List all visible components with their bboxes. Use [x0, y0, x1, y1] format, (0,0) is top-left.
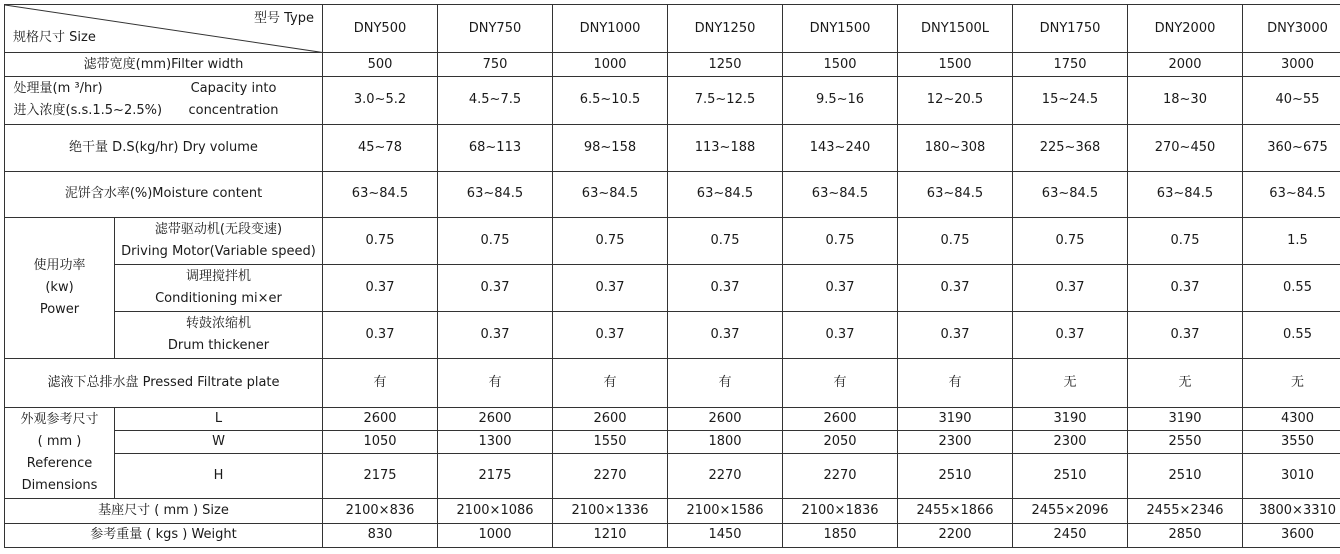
model-header: DNY1750 [1013, 5, 1128, 53]
power-label-en: Power [39, 302, 80, 318]
table-cell: 500 [323, 53, 438, 76]
table-cell: 1.5 [1243, 217, 1340, 264]
table-cell: 143~240 [783, 125, 898, 171]
model-header: DNY1500L [898, 5, 1013, 53]
table-cell: 0.75 [1128, 217, 1243, 264]
table-cell: 0.37 [438, 311, 553, 358]
table-cell: 3010 [1243, 454, 1340, 499]
table-cell: 0.37 [1013, 265, 1128, 311]
table-cell: 2300 [1013, 430, 1128, 453]
table-cell: 有 [553, 359, 668, 407]
dimension-l-label: L [115, 407, 323, 430]
dimension-h-label: H [115, 454, 323, 499]
dry-volume-row [5, 125, 1340, 171]
capacity-label-cn1: 处理量(m ³/hr) [13, 81, 103, 97]
table-cell: 180~308 [898, 125, 1013, 171]
model-header: DNY3000 [1243, 5, 1340, 53]
table-cell: 750 [438, 53, 553, 76]
spec-table [4, 4, 1340, 548]
table-cell: 0.75 [783, 217, 898, 264]
table-cell: 0.37 [438, 265, 553, 311]
table-cell: 63~84.5 [438, 171, 553, 217]
table-cell: 0.37 [783, 311, 898, 358]
table-cell: 63~84.5 [668, 171, 783, 217]
table-cell: 1750 [1013, 53, 1128, 76]
table-cell: 0.37 [783, 265, 898, 311]
table-cell: 0.75 [323, 217, 438, 264]
table-cell: 有 [323, 359, 438, 407]
table-cell: 2100×1586 [668, 499, 783, 523]
drum-row [5, 311, 1340, 358]
mixer-label [115, 265, 323, 311]
table-cell: 2270 [783, 454, 898, 499]
table-cell: 3190 [898, 407, 1013, 430]
model-header: DNY1500 [783, 5, 898, 53]
table-cell: 3.0~5.2 [323, 76, 438, 124]
model-header: DNY1250 [668, 5, 783, 53]
table-cell: 0.37 [553, 311, 668, 358]
table-cell: 有 [898, 359, 1013, 407]
table-cell: 0.75 [553, 217, 668, 264]
table-cell: 3000 [1243, 53, 1340, 76]
dimensions-label-cn: 外观参考尺寸 [20, 412, 99, 428]
table-cell: 2455×2346 [1128, 499, 1243, 523]
table-cell: 1000 [438, 523, 553, 547]
table-cell: 1850 [783, 523, 898, 547]
drum-label-cn: 转鼓浓缩机 [185, 315, 251, 331]
table-cell: 15~24.5 [1013, 76, 1128, 124]
type-label: 型号 Type [254, 11, 314, 26]
table-cell: 360~675 [1243, 125, 1340, 171]
table-cell: 63~84.5 [323, 171, 438, 217]
driving-motor-label [115, 217, 323, 264]
power-label-cn: 使用功率 [33, 258, 86, 274]
table-cell: 3800×3310 [1243, 499, 1340, 523]
header-corner-cell [5, 5, 323, 53]
table-cell: 2550 [1128, 430, 1243, 453]
table-cell: 2270 [553, 454, 668, 499]
mixer-row [5, 265, 1340, 311]
table-cell: 7.5~12.5 [668, 76, 783, 124]
table-cell: 0.75 [438, 217, 553, 264]
table-cell: 63~84.5 [898, 171, 1013, 217]
table-cell: 0.37 [323, 311, 438, 358]
drum-label [115, 311, 323, 358]
table-cell: 2455×2096 [1013, 499, 1128, 523]
table-cell: 63~84.5 [1013, 171, 1128, 217]
driving-motor-label-cn: 滤带驱动机(无段变速) [154, 222, 283, 238]
table-cell: 45~78 [323, 125, 438, 171]
table-cell: 4.5~7.5 [438, 76, 553, 124]
table-cell: 2600 [323, 407, 438, 430]
table-cell: 4300 [1243, 407, 1340, 430]
table-cell: 0.75 [1013, 217, 1128, 264]
table-cell: 2050 [783, 430, 898, 453]
dimensions-group-label [5, 407, 115, 499]
table-cell: 0.75 [898, 217, 1013, 264]
table-cell: 18~30 [1128, 76, 1243, 124]
model-header: DNY1000 [553, 5, 668, 53]
table-cell: 830 [323, 523, 438, 547]
table-cell: 1550 [553, 430, 668, 453]
table-cell: 63~84.5 [1243, 171, 1340, 217]
capacity-label-cn2: 进入浓度(s.s.1.5~2.5%) [13, 103, 163, 119]
table-cell: 2175 [438, 454, 553, 499]
table-cell: 2510 [1128, 454, 1243, 499]
moisture-label: 泥饼含水率(%)Moisture content [5, 171, 323, 217]
table-cell: 1210 [553, 523, 668, 547]
moisture-row [5, 171, 1340, 217]
table-cell: 0.37 [553, 265, 668, 311]
table-cell: 无 [1243, 359, 1340, 407]
table-cell: 1250 [668, 53, 783, 76]
power-label-unit: (kw) [45, 280, 74, 296]
table-cell: 1300 [438, 430, 553, 453]
table-cell: 有 [783, 359, 898, 407]
table-cell: 有 [668, 359, 783, 407]
weight-row [5, 523, 1340, 547]
table-cell: 2600 [553, 407, 668, 430]
filtrate-plate-row [5, 359, 1340, 407]
power-group-label [5, 217, 115, 358]
capacity-row [5, 76, 1340, 124]
base-size-row [5, 499, 1340, 523]
table-cell: 3600 [1243, 523, 1340, 547]
table-cell: 0.37 [323, 265, 438, 311]
capacity-label-en1: Capacity into [190, 81, 277, 97]
driving-motor-label-en: Driving Motor(Variable speed) [121, 244, 316, 260]
table-cell: 0.37 [1013, 311, 1128, 358]
table-cell: 2100×1336 [553, 499, 668, 523]
table-cell: 3190 [1128, 407, 1243, 430]
filtrate-plate-label: 滤液下总排水盘 Pressed Filtrate plate [5, 359, 323, 407]
table-cell: 有 [438, 359, 553, 407]
table-cell: 2100×1836 [783, 499, 898, 523]
table-cell: 2600 [783, 407, 898, 430]
table-cell: 0.37 [668, 311, 783, 358]
table-cell: 270~450 [1128, 125, 1243, 171]
table-cell: 98~158 [553, 125, 668, 171]
table-cell: 9.5~16 [783, 76, 898, 124]
dimensions-label-en2: Dimensions [21, 478, 98, 494]
table-cell: 0.37 [1128, 265, 1243, 311]
table-cell: 0.55 [1243, 265, 1340, 311]
base-size-label: 基座尺寸 ( mm ) Size [5, 499, 323, 523]
table-cell: 1500 [898, 53, 1013, 76]
table-cell: 2600 [438, 407, 553, 430]
table-cell: 2850 [1128, 523, 1243, 547]
table-cell: 无 [1128, 359, 1243, 407]
table-cell: 113~188 [668, 125, 783, 171]
drum-label-en: Drum thickener [167, 337, 270, 353]
dry-volume-label: 绝干量 D.S(kg/hr) Dry volume [5, 125, 323, 171]
table-cell: 63~84.5 [783, 171, 898, 217]
table-cell: 68~113 [438, 125, 553, 171]
table-cell: 2300 [898, 430, 1013, 453]
table-cell: 0.37 [668, 265, 783, 311]
weight-label: 参考重量 ( kgs ) Weight [5, 523, 323, 547]
mixer-label-en: Conditioning mi×er [155, 291, 282, 307]
table-cell: 1450 [668, 523, 783, 547]
model-header: DNY750 [438, 5, 553, 53]
mixer-label-cn: 调理搅拌机 [185, 269, 251, 285]
table-cell: 6.5~10.5 [553, 76, 668, 124]
table-cell: 2600 [668, 407, 783, 430]
table-cell: 2000 [1128, 53, 1243, 76]
table-cell: 2450 [1013, 523, 1128, 547]
dimensions-label-en1: Reference [26, 456, 93, 472]
table-cell: 2270 [668, 454, 783, 499]
table-cell: 0.75 [668, 217, 783, 264]
capacity-label-en2: concentration [188, 103, 279, 119]
table-cell: 225~368 [1013, 125, 1128, 171]
table-cell: 2200 [898, 523, 1013, 547]
table-cell: 0.37 [898, 311, 1013, 358]
dimension-l-row [5, 407, 1340, 430]
table-cell: 2100×1086 [438, 499, 553, 523]
filter-width-label: 滤带宽度(mm)Filter width [5, 53, 323, 76]
table-cell: 40~55 [1243, 76, 1340, 124]
table-cell: 2175 [323, 454, 438, 499]
table-cell: 0.55 [1243, 311, 1340, 358]
model-header: DNY2000 [1128, 5, 1243, 53]
table-cell: 3550 [1243, 430, 1340, 453]
table-cell: 63~84.5 [1128, 171, 1243, 217]
table-cell: 2100×836 [323, 499, 438, 523]
driving-motor-row [5, 217, 1340, 264]
table-cell: 1050 [323, 430, 438, 453]
table-cell: 1500 [783, 53, 898, 76]
table-cell: 3190 [1013, 407, 1128, 430]
table-cell: 2510 [1013, 454, 1128, 499]
table-cell: 1800 [668, 430, 783, 453]
table-cell: 63~84.5 [553, 171, 668, 217]
table-cell: 2455×1866 [898, 499, 1013, 523]
dimension-h-row [5, 454, 1340, 499]
table-cell: 0.37 [1128, 311, 1243, 358]
table-cell: 2510 [898, 454, 1013, 499]
header-row [5, 5, 1340, 53]
table-cell: 1000 [553, 53, 668, 76]
table-cell: 12~20.5 [898, 76, 1013, 124]
dimension-w-row [5, 430, 1340, 453]
capacity-label [5, 76, 323, 124]
model-header: DNY500 [323, 5, 438, 53]
table-cell: 0.37 [898, 265, 1013, 311]
size-label: 规格尺寸 Size [13, 30, 96, 46]
dimension-w-label: W [115, 430, 323, 453]
filter-width-row [5, 53, 1340, 76]
dimensions-label-unit: ( mm ) [37, 434, 82, 450]
table-cell: 无 [1013, 359, 1128, 407]
